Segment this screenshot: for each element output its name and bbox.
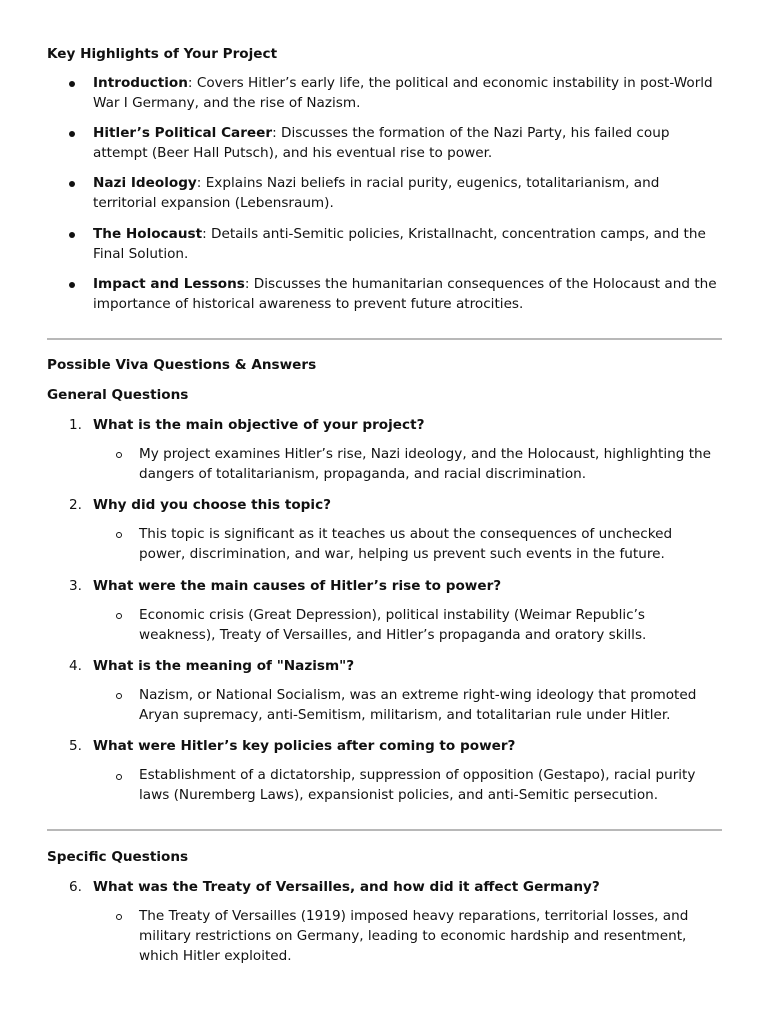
answer-text: My project examines Hitler’s rise, Nazi ideology, and the Holocaust, highlighting the dangers of totalitarianism, propaganda, and racial discrimination. xyxy=(139,446,712,482)
bullet-icon xyxy=(69,232,75,238)
highlight-text: : Discusses the formation of the Nazi Party, his failed coup attempt (Beer Hall Putsch), and his eventual rise to power. xyxy=(93,125,670,161)
highlight-term: The Holocaust xyxy=(93,226,203,242)
circle-bullet-icon xyxy=(116,532,122,538)
section-divider xyxy=(47,338,722,340)
question-number: 1. xyxy=(69,417,82,433)
question-number: 5. xyxy=(69,738,82,754)
bullet-icon xyxy=(69,282,75,288)
highlight-text: : Discusses the humanitarian consequences of the Holocaust and the importance of historical awareness to prevent future atrocities. xyxy=(93,276,717,312)
highlight-item-holocaust xyxy=(93,224,718,264)
highlight-item-introduction xyxy=(93,73,718,113)
viva-title: Possible Viva Questions & Answers xyxy=(47,357,317,373)
circle-bullet-icon xyxy=(116,452,122,458)
highlight-item-political-career xyxy=(93,123,718,163)
highlight-text: : Details anti-Semitic policies, Kristallnacht, concentration camps, and the Final Solution. xyxy=(93,226,706,262)
bullet-icon xyxy=(69,131,75,137)
question-text: What were the main causes of Hitler’s rise to power? xyxy=(93,578,502,594)
highlight-item-impact xyxy=(93,274,718,314)
highlight-text: : Covers Hitler’s early life, the political and economic instability in post-World War I Germany, and the rise of Nazism. xyxy=(93,75,713,111)
highlight-term: Impact and Lessons xyxy=(93,276,245,292)
question-text: What is the meaning of "Nazism"? xyxy=(93,658,355,674)
highlight-text: : Explains Nazi beliefs in racial purity, eugenics, totalitarianism, and territorial expansion (Lebensraum). xyxy=(93,175,660,211)
question-number: 3. xyxy=(69,578,82,594)
circle-bullet-icon xyxy=(116,914,122,920)
question-number: 2. xyxy=(69,497,82,513)
answer-text: Establishment of a dictatorship, suppression of opposition (Gestapo), racial purity laws (Nuremberg Laws), expansionist policies, and anti-Semitic persecution. xyxy=(139,767,696,803)
general-questions-title: General Questions xyxy=(47,387,189,403)
section-divider xyxy=(47,829,722,831)
circle-bullet-icon xyxy=(116,613,122,619)
specific-questions-title: Specific Questions xyxy=(47,849,189,865)
highlight-term: Nazi Ideology xyxy=(93,175,197,191)
bullet-icon xyxy=(69,181,75,187)
question-text: What is the main objective of your project? xyxy=(93,417,425,433)
question-number: 6. xyxy=(69,879,82,895)
question-text: What were Hitler’s key policies after coming to power? xyxy=(93,738,516,754)
answer-text: The Treaty of Versailles (1919) imposed heavy reparations, territorial losses, and military restrictions on Germany, leading to economic hardship and resentment, which Hitler exploited. xyxy=(139,908,689,964)
question-text: Why did you choose this topic? xyxy=(93,497,332,513)
circle-bullet-icon xyxy=(116,774,122,780)
answer-text: This topic is significant as it teaches us about the consequences of unchecked power, discrimination, and war, helping us prevent such events in the future. xyxy=(139,526,673,562)
question-number: 4. xyxy=(69,658,82,674)
highlights-title: Key Highlights of Your Project xyxy=(47,46,278,62)
answer-text: Economic crisis (Great Depression), political instability (Weimar Republic’s weakness), Treaty of Versailles, and Hitler’s propaganda and oratory skills. xyxy=(139,607,647,643)
answer-text: Nazism, or National Socialism, was an extreme right-wing ideology that promoted Aryan supremacy, anti-Semitism, militarism, and totalitarian rule under Hitler. xyxy=(139,687,697,723)
highlight-term: Introduction xyxy=(93,75,188,91)
highlight-item-nazi-ideology xyxy=(93,173,718,213)
question-text: What was the Treaty of Versailles, and how did it affect Germany? xyxy=(93,879,600,895)
highlight-term: Hitler’s Political Career xyxy=(93,125,273,141)
bullet-icon xyxy=(69,81,75,87)
circle-bullet-icon xyxy=(116,693,122,699)
